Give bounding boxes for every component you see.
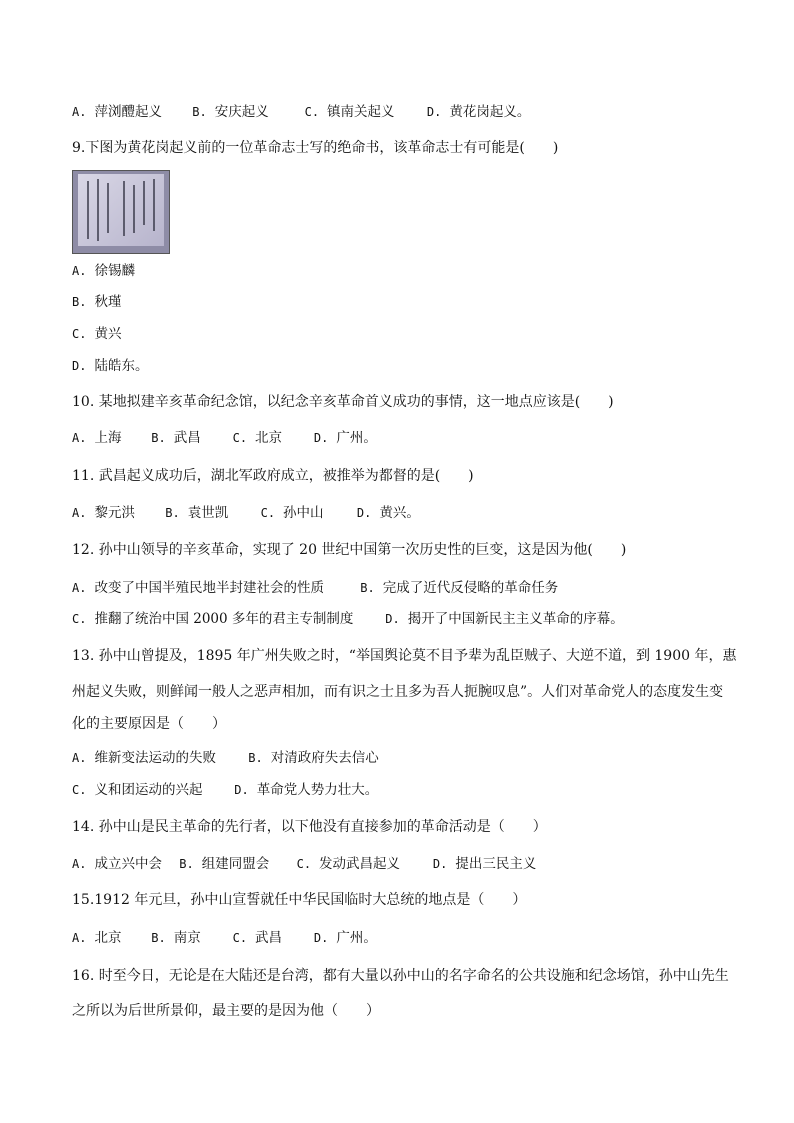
q13-option-d: D. 革命党人势力壮大。 (234, 782, 379, 798)
q10-stem: 10. 某地拟建辛亥革命纪念馆，以纪念辛亥革命首义成功的事情，这一地点应该是( ) (72, 394, 614, 410)
q14-stem: 14. 孙中山是民主革命的先行者，以下他没有直接参加的革命活动是（ ） (72, 819, 547, 835)
q14-options (72, 854, 536, 874)
handwriting-stroke (153, 179, 155, 231)
q13-option-c: C. 义和团运动的兴起 (72, 782, 203, 798)
q10-option-a: A. 上海 (72, 430, 122, 446)
q16-stem-line-1: 16. 时至今日，无论是在大陆还是台湾，都有大量以孙中山的名字命名的公共设施和纪念场馆，孙中山先生 (72, 968, 729, 984)
handwriting-stroke (107, 183, 109, 233)
q11-option-a: A. 黎元洪 (72, 505, 135, 521)
q15-stem: 15.1912 年元旦，孙中山宣誓就任中华民国临时大总统的地点是（ ） (72, 892, 527, 908)
q9-option-b: B. 秋瑾 (72, 294, 122, 310)
q15-option-d: D. 广州。 (313, 930, 377, 946)
q10-option-c: C. 北京 (232, 430, 283, 446)
q14-option-d: D. 提出三民主义 (432, 856, 537, 872)
q11-stem: 11. 武昌起义成功后，湖北军政府成立，被推举为都督的是( ) (72, 468, 474, 484)
q11-option-b: B. 袁世凯 (165, 505, 229, 521)
handwriting-stroke (143, 181, 145, 225)
q14-option-c: C. 发动武昌起义 (296, 856, 401, 872)
handwriting-stroke (133, 185, 135, 233)
q14-option-a: A. 成立兴中会 (72, 856, 162, 872)
q8-option-b: B. 安庆起义 (192, 104, 269, 120)
q9-option-d: D. 陆皓东。 (72, 358, 149, 374)
q12-option-b: B. 完成了近代反侵略的革命任务 (360, 580, 559, 596)
q15-option-a: A. 北京 (72, 930, 122, 946)
q9-option-c: C. 黄兴 (72, 326, 122, 342)
q12-option-d: D. 揭开了中国新民主主义革命的序幕。 (385, 611, 624, 627)
q13-stem-line-3: 化的主要原因是（ ） (72, 716, 226, 732)
q11-option-c: C. 孙中山 (260, 505, 324, 521)
q13-option-b: B. 对清政府失去信心 (248, 750, 379, 766)
q9-option-a: A. 徐锡麟 (72, 263, 135, 279)
q12-stem: 12. 孙中山领导的辛亥革命，实现了 20 世纪中国第一次历史性的巨变，这是因为他( ) (72, 542, 627, 558)
letter-paper (78, 174, 164, 246)
suicide-letter-image (72, 170, 170, 254)
q13-option-a: A. 维新变法运动的失败 (72, 750, 216, 766)
q12-option-c: C. 推翻了统治中国 2000 多年的君主专制制度 (72, 611, 354, 627)
q9-stem: 9.下图为黄花岗起义前的一位革命志士写的绝命书，该革命志士有可能是( ) (72, 140, 559, 156)
q11-options (72, 503, 420, 523)
q15-option-c: C. 武昌 (232, 930, 283, 946)
q8-option-d: D. 黄花岗起义。 (426, 104, 531, 120)
q8-option-a: A. 萍浏醴起义 (72, 104, 162, 120)
q13-options-row1 (72, 748, 379, 768)
q15-options (72, 928, 377, 948)
q14-option-b: B. 组建同盟会 (179, 856, 270, 872)
q13-stem-line-2: 州起义失败，则鲜闻一般人之恶声相加，而有识之士且多为吾人扼腕叹息”。人们对革命党人的态度发生变 (72, 684, 724, 700)
q10-option-d: D. 广州。 (313, 430, 377, 446)
handwriting-stroke (87, 181, 89, 239)
q12-option-a: A. 改变了中国半殖民地半封建社会的性质 (72, 580, 324, 596)
q8-option-c: C. 镇南关起义 (304, 104, 395, 120)
handwriting-stroke (97, 179, 99, 241)
q12-options-row1 (72, 578, 558, 598)
q13-stem-line-1: 13. 孙中山曾提及，1895 年广州失败之时，“举国舆论莫不目予辈为乱臣贼子、大逆不道，到 1900 年，惠 (72, 648, 737, 664)
q11-option-d: D. 黄兴。 (356, 505, 420, 521)
q10-options (72, 428, 377, 448)
q12-options-row2 (72, 609, 624, 629)
q13-options-row2 (72, 780, 378, 800)
q16-stem-line-2: 之所以为后世所景仰，最主要的是因为他（ ） (72, 1003, 380, 1019)
q15-option-b: B. 南京 (151, 930, 201, 946)
q10-option-b: B. 武昌 (151, 430, 201, 446)
q8-options (72, 102, 530, 122)
handwriting-stroke (123, 181, 125, 236)
